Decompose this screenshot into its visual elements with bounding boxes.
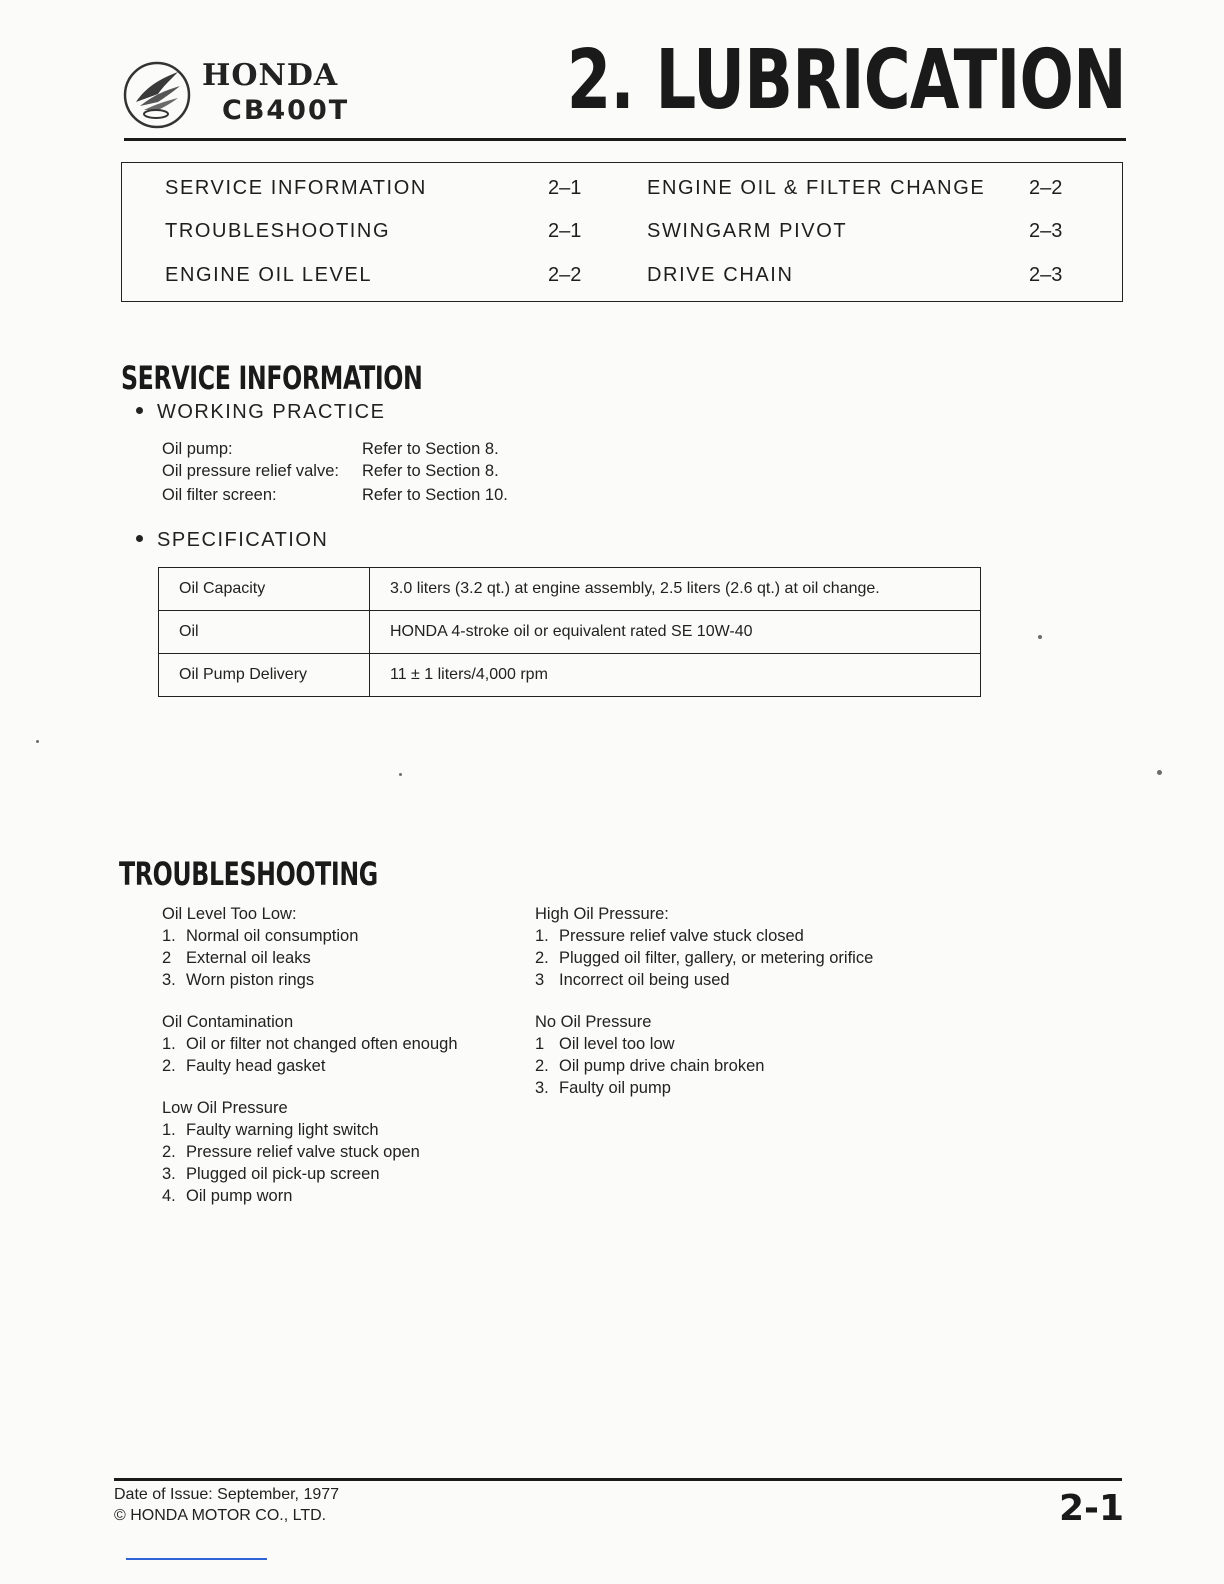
list-item bbox=[535, 947, 873, 969]
spec-value: 11 ± 1 liters/4,000 rpm bbox=[370, 654, 981, 697]
troubleshooting-group-high-oil-pressure bbox=[535, 903, 873, 991]
spec-value: HONDA 4-stroke oil or equivalent rated SE 10W-40 bbox=[370, 611, 981, 654]
list-text: Oil pump drive chain broken bbox=[559, 1057, 765, 1075]
list-item bbox=[162, 1055, 458, 1077]
list-number: 2. bbox=[162, 1143, 176, 1161]
troubleshooting-group-no-oil-pressure bbox=[535, 1011, 764, 1099]
list-item bbox=[535, 1033, 764, 1055]
toc-page: 2–1 bbox=[548, 220, 582, 242]
troubleshooting-group-title: Oil Contamination bbox=[162, 1013, 294, 1031]
list-number: 3 bbox=[535, 971, 545, 989]
list-item bbox=[535, 969, 873, 991]
list-text: Oil or filter not changed often enough bbox=[186, 1035, 458, 1053]
list-item bbox=[162, 969, 358, 991]
toc-page: 2–2 bbox=[1029, 177, 1063, 199]
troubleshooting-group-title: Oil Level Too Low: bbox=[162, 905, 297, 923]
list-number: 1 bbox=[535, 1035, 545, 1053]
page-number: 2-1 bbox=[1058, 1488, 1124, 1529]
troubleshooting-group-title: Low Oil Pressure bbox=[162, 1099, 288, 1117]
list-text: Faulty head gasket bbox=[186, 1057, 326, 1075]
toc-item-engine-oil-level[interactable]: ENGINE OIL LEVEL bbox=[165, 264, 373, 286]
list-item bbox=[535, 1077, 764, 1099]
scan-speck bbox=[1157, 770, 1162, 775]
list-number: 2. bbox=[535, 949, 549, 967]
working-practice-value: Refer to Section 10. bbox=[362, 486, 508, 504]
list-number: 1. bbox=[162, 927, 176, 945]
list-text: Faulty warning light switch bbox=[186, 1121, 379, 1139]
list-item bbox=[162, 1033, 458, 1055]
list-item bbox=[535, 925, 873, 947]
spec-label: Oil bbox=[159, 611, 370, 654]
toc-item-engine-oil-filter-change[interactable]: ENGINE OIL & FILTER CHANGE bbox=[647, 177, 986, 199]
list-number: 2. bbox=[162, 1057, 176, 1075]
list-item bbox=[162, 947, 358, 969]
troubleshooting-group-title: High Oil Pressure: bbox=[535, 905, 669, 923]
working-practice-value: Refer to Section 8. bbox=[362, 462, 499, 480]
table-row bbox=[159, 654, 981, 697]
toc-page: 2–2 bbox=[548, 264, 582, 286]
list-text: Oil pump worn bbox=[186, 1187, 293, 1205]
list-number: 4. bbox=[162, 1187, 176, 1205]
list-item bbox=[162, 1119, 420, 1141]
footer-divider bbox=[114, 1478, 1122, 1481]
bullet-icon bbox=[136, 535, 143, 542]
list-number: 1. bbox=[162, 1121, 176, 1139]
toc-page: 2–1 bbox=[548, 177, 582, 199]
scan-speck bbox=[36, 740, 39, 743]
date-of-issue: Date of Issue: September, 1977 bbox=[114, 1486, 340, 1503]
list-number: 2. bbox=[535, 1057, 549, 1075]
list-text: Pressure relief valve stuck closed bbox=[559, 927, 804, 945]
list-text: Incorrect oil being used bbox=[559, 971, 730, 989]
working-practice-label: Oil filter screen: bbox=[162, 486, 277, 504]
working-practice-label: Oil pump: bbox=[162, 440, 233, 458]
scan-speck bbox=[1038, 635, 1042, 639]
list-item bbox=[162, 1185, 420, 1207]
copyright: © HONDA MOTOR CO., LTD. bbox=[114, 1507, 327, 1524]
list-item bbox=[535, 1055, 764, 1077]
specification-table bbox=[158, 567, 981, 697]
list-number: 2 bbox=[162, 949, 172, 967]
spec-label: Oil Pump Delivery bbox=[159, 654, 370, 697]
scan-edge-line bbox=[126, 1558, 267, 1560]
list-number: 3. bbox=[162, 971, 176, 989]
chapter-title: 2. LUBRICATION bbox=[566, 33, 1126, 128]
honda-wing-logo-icon bbox=[122, 60, 192, 130]
table-row bbox=[159, 568, 981, 611]
list-item bbox=[162, 1141, 420, 1163]
list-text: Faulty oil pump bbox=[559, 1079, 671, 1097]
list-text: Pressure relief valve stuck open bbox=[186, 1143, 420, 1161]
toc-item-drive-chain[interactable]: DRIVE CHAIN bbox=[647, 264, 794, 286]
toc-item-troubleshooting[interactable]: TROUBLESHOOTING bbox=[165, 220, 391, 242]
toc-page: 2–3 bbox=[1029, 220, 1063, 242]
bullet-icon bbox=[136, 407, 143, 414]
list-number: 1. bbox=[535, 927, 549, 945]
troubleshooting-group-oil-contamination bbox=[162, 1011, 458, 1077]
working-practice-value: Refer to Section 8. bbox=[362, 440, 499, 458]
troubleshooting-heading: TROUBLESHOOTING bbox=[119, 855, 378, 893]
list-number: 1. bbox=[162, 1035, 176, 1053]
list-item bbox=[162, 1163, 420, 1185]
list-number: 3. bbox=[162, 1165, 176, 1183]
model-name: CB400T bbox=[222, 95, 350, 126]
specification-heading bbox=[136, 529, 328, 552]
service-information-heading: SERVICE INFORMATION bbox=[121, 359, 423, 397]
list-text: External oil leaks bbox=[186, 949, 311, 967]
troubleshooting-group-oil-level-too-low bbox=[162, 903, 358, 991]
list-text: Worn piston rings bbox=[186, 971, 315, 989]
scan-speck bbox=[399, 773, 402, 776]
list-text: Plugged oil filter, gallery, or metering orifice bbox=[559, 949, 874, 967]
spec-label: Oil Capacity bbox=[159, 568, 370, 611]
table-row bbox=[159, 611, 981, 654]
list-item bbox=[162, 925, 358, 947]
specification-title: SPECIFICATION bbox=[157, 529, 329, 551]
list-text: Normal oil consumption bbox=[186, 927, 359, 945]
troubleshooting-group-low-oil-pressure bbox=[162, 1097, 420, 1207]
list-text: Plugged oil pick-up screen bbox=[186, 1165, 380, 1183]
list-number: 3. bbox=[535, 1079, 549, 1097]
troubleshooting-group-title: No Oil Pressure bbox=[535, 1013, 652, 1031]
spec-value: 3.0 liters (3.2 qt.) at engine assembly, 2.5 liters (2.6 qt.) at oil change. bbox=[370, 568, 981, 611]
working-practice-label: Oil pressure relief valve: bbox=[162, 462, 339, 480]
header-divider bbox=[124, 138, 1126, 141]
list-text: Oil level too low bbox=[559, 1035, 675, 1053]
toc-page: 2–3 bbox=[1029, 264, 1063, 286]
toc-item-service-information[interactable]: SERVICE INFORMATION bbox=[165, 177, 427, 199]
working-practice-title: WORKING PRACTICE bbox=[157, 401, 386, 423]
toc-item-swingarm-pivot[interactable]: SWINGARM PIVOT bbox=[647, 220, 848, 242]
brand-name: HONDA bbox=[202, 58, 339, 93]
working-practice-heading bbox=[136, 401, 385, 424]
